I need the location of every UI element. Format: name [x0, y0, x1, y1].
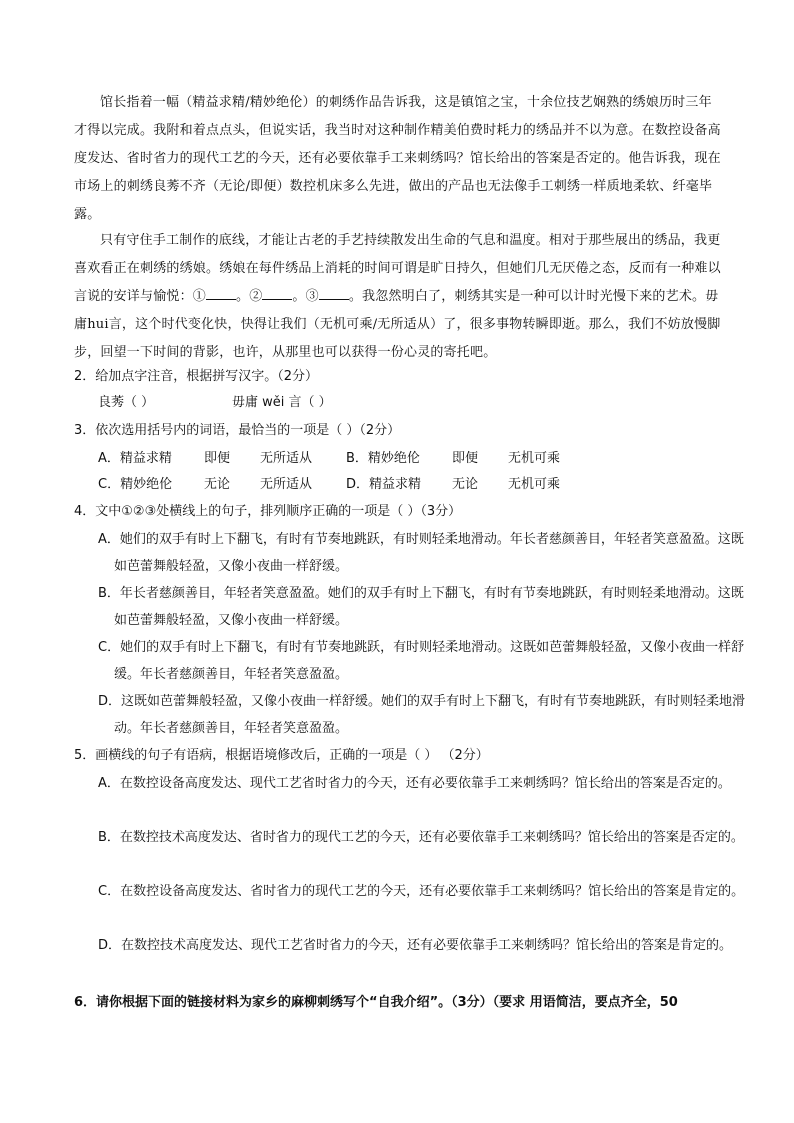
question-2-title: 2．给加点字注音，根据拼写汉字。（2分） — [74, 369, 319, 384]
blank-2[interactable] — [262, 285, 292, 300]
question-4-option-d[interactable]: D．这既如芭蕾舞般轻盈，又像小夜曲一样舒缓。她们的双手有时上下翻飞，有时有节奏地跳跃，有时则轻柔地滑动。年长者慈颜善目，年轻者笑意盈盈。 — [98, 694, 746, 736]
question-4-option-b[interactable]: B．年长者慈颜善目，年轻者笑意盈盈。她们的双手有时上下翻飞，有时有节奏地跳跃，有时则轻柔地滑动。这既如芭蕾舞般轻盈，又像小夜曲一样舒缓。 — [98, 586, 744, 628]
q3-d-word-1: D．精益求精 — [346, 477, 422, 492]
question-4-title: 4．文中①②③处横线上的句子，排列顺序正确的一项是（ ）（3分） — [74, 504, 462, 519]
q3-c-word-1: C．精妙绝伦 — [98, 477, 173, 492]
question-5-option-c[interactable]: C．在数控设备高度发达、省时省力的现代工艺的今天，还有必要依靠手工来刺绣吗？馆长给出的答案是肯定的。 — [98, 884, 745, 899]
q3-a-word-1: A．精益求精 — [98, 451, 172, 466]
q3-b-word-1: B．精妙绝伦 — [346, 451, 420, 466]
question-5-option-b[interactable]: B．在数控技术高度发达、省时省力的现代工艺的今天，还有必要依靠手工来刺绣吗？馆长给出的答案是否定的。 — [98, 830, 744, 845]
question-3-title: 3．依次选用括号内的词语，最恰当的一项是（ ）（2分） — [74, 423, 401, 438]
blank-2-suffix: 。③ — [292, 289, 319, 304]
blank-1-suffix: 。② — [236, 289, 263, 304]
q3-b-word-3: 无机可乘 — [508, 451, 561, 466]
q3-c-word-2: 无论 — [204, 477, 231, 492]
question-2-item-1: 良莠（ ） — [98, 395, 155, 410]
question-4-option-a[interactable]: A．她们的双手有时上下翻飞，有时有节奏地跳跃，有时则轻柔地滑动。年长者慈颜善目，年轻者笑意盈盈。这既如芭蕾舞般轻盈，又像小夜曲一样舒缓。 — [98, 532, 744, 574]
q3-b-word-2: 即便 — [452, 451, 479, 466]
blank-1[interactable] — [206, 285, 236, 300]
passage-p1-underlined-sentence: 数控设备高度发达、省时省力的现代工艺的今天，还有必要依靠手工来刺绣吗？馆长给出的答案是否定的。 — [74, 123, 721, 166]
question-6-title: 6．请你根据下面的链接材料为家乡的麻柳刺绣写个“自我介绍”。（3分）（要求 用语简洁，要点齐全，50 — [74, 995, 678, 1010]
question-5-title: 5．画横线的句子有语病，根据语境修改后，正确的一项是（ ） （2分） — [74, 748, 489, 763]
passage-p1-text: 馆长指着一幅（精益求精/精妙绝伦）的刺绣作品告诉我，这是镇馆之宝，十余位技艺娴熟的绣娘历时三年才得以完成。我附和着点点头，但说实话，我当时对这种制作精美伯费时耗力的绣品并不以为意。在 — [74, 95, 712, 138]
q3-d-word-3: 无机可乘 — [508, 477, 561, 492]
q3-d-word-2: 无论 — [452, 477, 479, 492]
q3-c-word-3: 无所适从 — [260, 477, 313, 492]
passage-paragraph-2 — [74, 227, 724, 367]
passage-p2-text: 只有守住手工制作的底线，才能让古老的手艺持续散发出生命的气息和温度。相对于那些展出的绣品，我更喜欢看正在刺绣的绣娘。绣娘在每件绣品上消耗的时间可谓是旷日持久，但她们几无厌倦之态，反而有一种难以言说的安详与愉悦：① — [74, 233, 721, 304]
passage-p1-continuation: 他告诉我，现在市场上的刺绣良莠不齐（无论/即便）数控机床多么先进，做出的产品也无法像手工刺绣一样质地柔软、纤毫毕露。 — [74, 151, 721, 222]
question-4-option-c[interactable]: C．她们的双手有时上下翻飞，有时有节奏地跳跃，有时则轻柔地滑动。这既如芭蕾舞般轻盈，又像小夜曲一样舒缓。年长者慈颜善目，年轻者笑意盈盈。 — [98, 640, 745, 682]
q3-a-word-2: 即便 — [204, 451, 231, 466]
q3-a-word-3: 无所适从 — [260, 451, 313, 466]
question-5-option-d[interactable]: D．在数控技术高度发达、现代工艺省时省力的今天，还有必要依靠手工来刺绣吗？馆长给出的答案是肯定的。 — [98, 938, 733, 953]
question-2-item-2: 毋庸 wěi 言（ ） — [232, 395, 332, 410]
passage-paragraph-1 — [74, 89, 724, 229]
blank-3[interactable] — [319, 285, 349, 300]
question-5-option-a[interactable]: A．在数控设备高度发达、现代工艺省时省力的今天，还有必要依靠手工来刺绣吗？馆长给出的答案是否定的。 — [98, 776, 731, 791]
passage-p2-ending: 。我忽然明白了，刺绣其实是一种可以计时光慢下来的艺术。毋庸hui言，这个时代变化快，快得让我们（无机可乘/无所适从）了，很多事物转瞬即逝。那么，我们不妨放慢脚步，回望一下时间的背影，也许，从那里也可以获得一份心灵的寄托吧。 — [74, 289, 721, 360]
